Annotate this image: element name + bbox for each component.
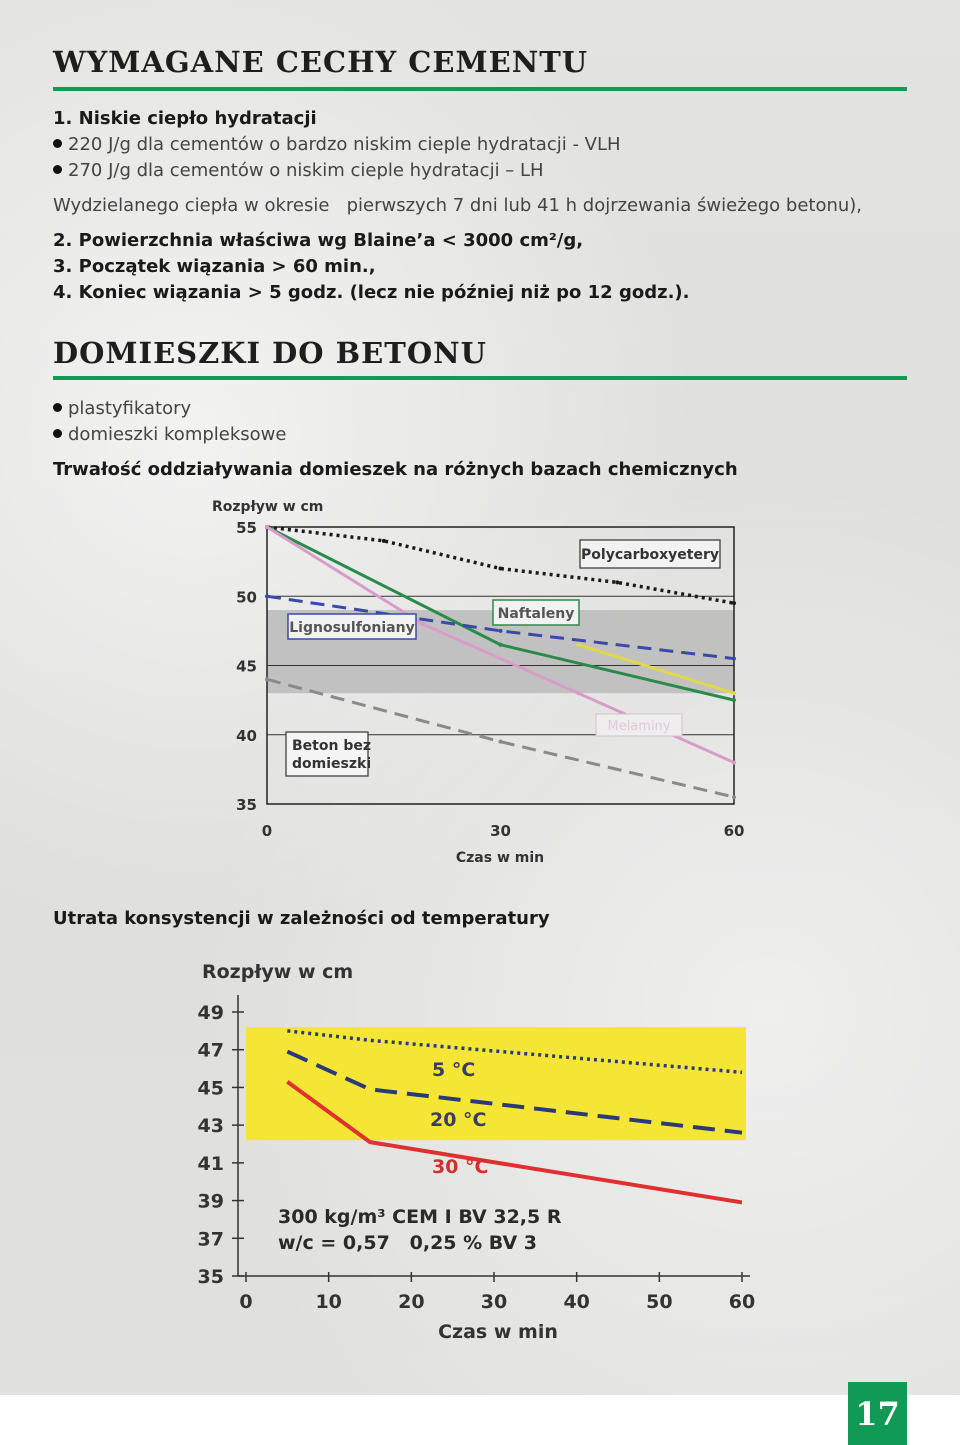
chart1-ylabel: Rozpływ w cm	[212, 499, 324, 515]
chart2-xlabel: Czas w min	[438, 1321, 558, 1343]
chart1-point	[576, 691, 580, 695]
bullet-complex: domieszki kompleksowe	[53, 424, 286, 445]
chart2-x-tick-label: 10	[315, 1291, 342, 1313]
bottom-margin	[0, 1395, 960, 1445]
chart1-label-control	[286, 732, 371, 776]
chart2-label-30c: 30 °C	[432, 1156, 489, 1178]
chart1-caption: Trwałość oddziaływania domieszek na różnych bazach chemicznych	[53, 459, 738, 480]
chart1-point	[732, 691, 736, 695]
chart2-annotation-line2: w/c = 0,57 0,25 % BV 3	[278, 1232, 538, 1254]
chart2-y-tick-label: 43	[197, 1115, 224, 1138]
chart1-point	[265, 594, 269, 598]
chart2-x-tick-label: 50	[646, 1291, 673, 1313]
chart1-point	[615, 580, 619, 584]
chart1-xlabel: Czas w min	[455, 850, 545, 866]
chart2-y-tick-label: 37	[197, 1228, 224, 1251]
chart1-point	[732, 795, 736, 799]
heat-note: Wydzielanego ciepła w okresie pierwszych 7 dni lub 41 h dojrzewania świeżego betonu),	[53, 195, 863, 216]
svg-text:domieszki	[292, 756, 371, 772]
item4: 4. Koniec wiązania > 5 godz. (lecz nie później niż po 12 godz.).	[53, 282, 690, 303]
chart1-point	[265, 677, 269, 681]
chart2-y-tick-label: 45	[197, 1077, 224, 1100]
section-title-cement: WYMAGANE CECHY CEMENTU	[53, 45, 589, 79]
chart1-point	[732, 698, 736, 702]
chart1-x-ticks	[262, 822, 745, 840]
chart1-point	[382, 539, 386, 543]
chart1-y-tick-label: 50	[236, 588, 257, 607]
chart2-x-tick-label: 0	[239, 1291, 253, 1313]
chart2-x-ticks	[239, 1272, 755, 1313]
chart1-point	[499, 567, 503, 571]
chart1-x-tick-label: 0	[261, 822, 273, 840]
chart1-x-tick-label: 60	[723, 822, 745, 840]
chart2-y-tick-label: 49	[197, 1002, 224, 1024]
chart2-y-tick-label: 39	[197, 1190, 224, 1213]
chart1-y-tick-label: 35	[236, 796, 257, 814]
chart2-x-tick-label: 40	[563, 1291, 590, 1313]
chart1-point	[499, 629, 503, 633]
item1-title: 1. Niskie ciepło hydratacji	[53, 108, 317, 129]
bullet-vlh: 220 J/g dla cementów o bardzo niskim cieple hydratacji - VLH	[53, 134, 621, 155]
bullet-lh: 270 J/g dla cementów o niskim cieple hydratacji – LH	[53, 160, 544, 181]
chart1-label-lignosulfoniany	[288, 614, 416, 639]
chart2-y-tick-label: 35	[197, 1266, 224, 1288]
chart2-y-tick-label: 47	[197, 1039, 224, 1062]
chart1-point	[499, 643, 503, 647]
control-label-line2: domieszki	[292, 756, 372, 772]
bullet-plasticizers: plastyfikatory	[53, 398, 191, 419]
svg-text:Polycarboxyetery: Polycarboxyetery	[581, 547, 719, 563]
chart1-label-melaminy	[596, 714, 682, 736]
chart1-point	[499, 740, 503, 744]
chart1-y-tick-label: 45	[236, 657, 257, 676]
chart2-label-5c: 5 °C	[432, 1059, 476, 1081]
chart2-y-tick-label: 41	[197, 1152, 224, 1175]
page-number: 17	[848, 1382, 907, 1445]
chart1-label-naftaleny	[493, 600, 579, 625]
chart2-x-tick-label: 20	[398, 1291, 425, 1313]
chart2-x-tick-label: 60	[728, 1291, 756, 1313]
chart1-point	[732, 657, 736, 661]
chart2-caption: Utrata konsystencji w zależności od temperatury	[53, 908, 550, 929]
svg-text:Beton bez	[292, 738, 371, 754]
chart2-label-20c: 20 °C	[430, 1109, 487, 1131]
svg-text:Melaminy: Melaminy	[607, 719, 671, 734]
chart1-point	[732, 601, 736, 605]
chart1-point	[576, 643, 580, 647]
chart1-point	[421, 622, 425, 626]
chart2-ylabel: Rozpływ w cm	[202, 961, 354, 983]
chart1-y-ticks	[236, 519, 257, 814]
section-title-admixtures: DOMIESZKI DO BETONU	[53, 336, 487, 370]
chart1-point	[732, 760, 736, 764]
svg-text:Lignosulfoniany: Lignosulfoniany	[289, 620, 415, 636]
chart1-label-polycarboxyetery	[580, 540, 720, 568]
chart1-point	[265, 525, 269, 529]
item2: 2. Powierzchnia właściwa wg Blaine’a < 3000 cm²/g,	[53, 230, 584, 251]
chart2-y-ticks	[198, 1002, 244, 1288]
chart2-annotation-line1: 300 kg/m³ CEM I BV 32,5 R	[278, 1206, 562, 1228]
chart1-y-tick-label: 40	[236, 726, 257, 745]
svg-text:Naftaleny: Naftaleny	[497, 606, 575, 622]
chart1-y-tick-label: 55	[236, 519, 257, 537]
chart2-x-tick-label: 30	[480, 1291, 508, 1313]
item3: 3. Początek wiązania > 60 min.,	[53, 256, 376, 277]
control-label-line1: Beton bez	[292, 738, 371, 754]
chart1-x-tick-label: 30	[490, 822, 511, 840]
